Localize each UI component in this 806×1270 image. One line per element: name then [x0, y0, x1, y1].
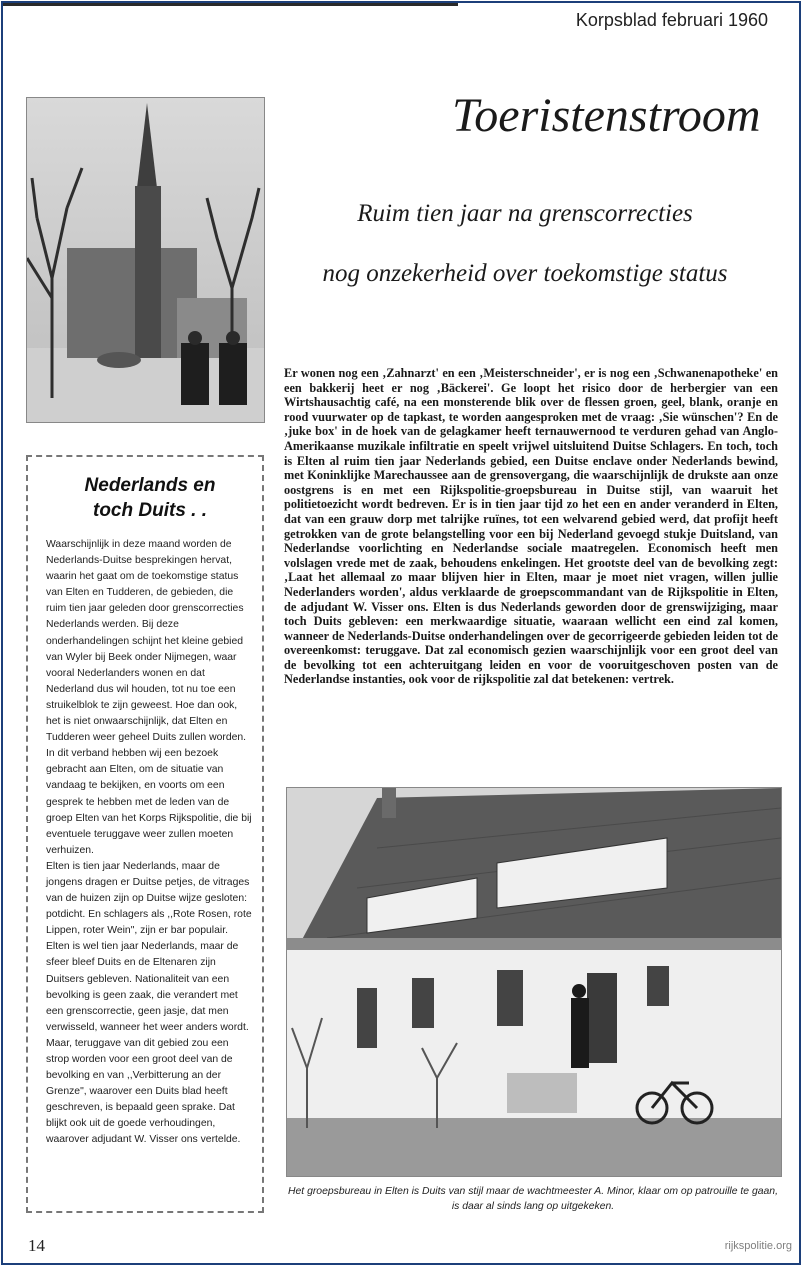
sidebar-text — [46, 537, 254, 1149]
church-photo-icon — [27, 98, 264, 422]
house-photo-icon — [287, 788, 781, 1176]
sidebar-box — [26, 455, 264, 1213]
sidebar-title-line-2: toch Duits . . — [93, 500, 207, 521]
house-photo — [286, 787, 782, 1177]
article-title: Toeristenstroom — [452, 89, 761, 142]
subtitle-line-1: Ruim tien jaar na grenscorrecties — [357, 200, 693, 227]
sidebar-title — [46, 473, 254, 523]
top-rule — [3, 3, 458, 6]
church-photo — [26, 97, 265, 423]
photo-caption: Het groepsbureau in Elten is Duits van stijl maar de wachtmeester A. Minor, klaar om op patrouille te gaan, is daar al sinds lang op uitgekeken. — [288, 1186, 778, 1212]
sidebar-paragraph-1: Waarschijnlijk in deze maand worden de Nederlands-Duitse besprekingen hervat, waarin het gaat om de toekomstige status van Elten en Tudderen, de gebieden, die ruim tien jaar geleden door grenscorrecties Nederlands werden. Bij deze onderhandelingen schijnt het kleine gebied van Wyler bij Beek onder Nijmegen, waar vooral Nederlanders wonen en dat Nederland dus wil houden, tot nu toe een struikelblok te zijn geweest. Hoe dan ook, het is niet onwaarschijnlijk, dat Elten en Tudderen weer geheel Duits zullen worden. In dit verband hebben wij een bezoek gebracht aan Elten, om de situatie van vandaag te bekijken, en voorts om een gesprek te hebben met de leden van de groep Elten van het Korps Rijkspolitie, die bij eventuele teruggave weer zullen moeten verhuizen. — [46, 539, 252, 856]
page-number: 14 — [28, 1236, 45, 1255]
sidebar-title-line-1: Nederlands en — [84, 475, 216, 496]
header-label: Korpsblad februari 1960 — [575, 10, 768, 30]
sidebar-paragraph-2: Elten is tien jaar Nederlands, maar de jongens dragen er Duitse petjes, de vitrages van de huizen zijn op Duitse wijze gesloten: potdicht. En schlagers als ,,Rote Rosen, rote Lippen, roter Wein", zijn er bar populair. Elten is wel tien jaar Nederlands, maar de sfeer bleef Duits en de Eltenaren zijn Duitsers gebleven. Nationaliteit van een bevolking is geen zaak, die verandert met een grenscorrectie, geen jasje, dat men verwisseld, wanneer het weer anders wordt. Maar, teruggave van dit gebied zou een strop worden voor een groot deel van de bevolking en van ,,Verbitterung an der Grenze", waarover een Duits blad heeft geschreven, is bepaald geen sprake. Dat blijkt ook uit de goede verhoudingen, waarover adjudant W. Visser ons vertelde. — [46, 860, 252, 1146]
subtitle-line-2: nog onzekerheid over toekomstige status — [322, 260, 728, 287]
article-body: Er wonen nog een ‚Zahnarzt' en een ‚Meisterschneider', er is nog een ‚Schwanenapotheke' en een bakkerij heet er nog ‚Bäckerei'. Ge loopt het risico door de herbergier van een Wirtshausachtig café, na een monsterende blik over de flessen groen, geel, blank, oranje en rood vuurwater op de tapkast, te worden aangesproken met de vraag: ‚Sie wünschen'? En de ‚juke box' in de hoek van de gelagkamer heeft ternauwernood te verduren gehad van Anglo-Amerikaanse muzikale infiltratie en speelt vrijwel uitsluitend Duitse Schlagers. En toch, toch is Elten al ruim tien jaar Nederlands gebied, een Duitse enclave onder Nederlands bewind, met Koninklijke Marechaussee aan de grensovergang, die waarschijnlijk de drukste aan onze oostgrens is en met een Rijkspolitie-groepsbureau in Duitse stijl, van waaruit het politietoezicht wordt bedreven. Er is in tien jaar tijd zo het een en ander veranderd in Elten, dat van een grauw dorp met talrijke ruïnes, tot een welvarend gebied werd, dat profijt heeft getrokken van de grote belangstelling voor een bij Nederland gevoegd stukje Duitsland, van Nederlandse voorlichting en Nederlandse sociale maatregelen. Economisch heeft men volslagen vrede met de zaak, behoudens enkelingen. Het grootste deel van de bevolking zegt: ‚Laat het allemaal zo maar blijven hier in Elten, maar je moet niet vragen, willen jullie Nederlanders worden', aldus verklaarde de groepscommandant van de Rijkspolitie in Elten, de adjudant W. Visser ons. Elten is dus Nederlands geworden door de grenswijziging, maar toch Duits gebleven: een merkwaardige situatie, waaraan wellicht een eind zal komen, wanneer de Nederlands-Duitse onderhandelingen over de gecorrigeerde gebieden leiden tot de overeenkomst: teruggave. Dat zal economisch gezien waarschijnlijk voor een groot deel van de bevolking tot een achteruitgang leiden en voor de vooruitgeschoven posten van de Nederlandse instanties, ook voor de rijkspolitie zal dat betekenen: vertrek. — [284, 366, 778, 687]
watermark: rijkspolitie.org — [724, 1240, 792, 1252]
